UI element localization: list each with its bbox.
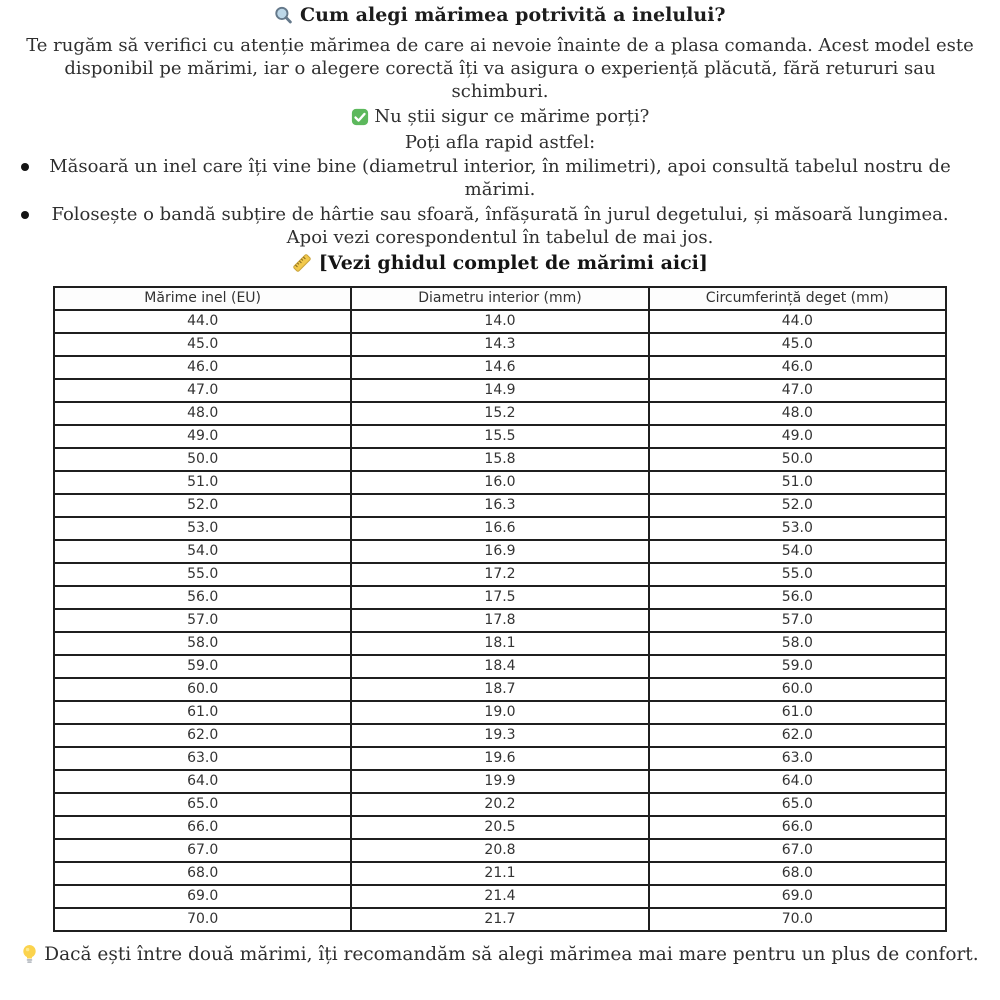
table-row: [54, 494, 946, 517]
table-cell: 45.0: [54, 333, 351, 356]
table-cell: 17.2: [351, 563, 648, 586]
ruler-icon: [292, 253, 312, 279]
table-header-cell: Circumferință deget (mm): [649, 287, 946, 310]
table-cell: 53.0: [649, 517, 946, 540]
table-cell: 59.0: [54, 655, 351, 678]
table-cell: 19.3: [351, 724, 648, 747]
table-row: [54, 448, 946, 471]
table-cell: 61.0: [54, 701, 351, 724]
size-guide-link[interactable]: [Vezi ghidul complet de mărimi aici]: [318, 252, 708, 274]
table-cell: 16.3: [351, 494, 648, 517]
table-row: [54, 816, 946, 839]
table-cell: 53.0: [54, 517, 351, 540]
table-cell: 16.0: [351, 471, 648, 494]
table-cell: 65.0: [54, 793, 351, 816]
table-cell: 69.0: [54, 885, 351, 908]
table-row: [54, 471, 946, 494]
table-row: [54, 310, 946, 333]
light-bulb-icon: [21, 944, 38, 971]
table-cell: 19.6: [351, 747, 648, 770]
table-cell: 52.0: [649, 494, 946, 517]
table-row: [54, 724, 946, 747]
table-header-row: [54, 287, 946, 310]
table-cell: 21.7: [351, 908, 648, 931]
table-row: [54, 425, 946, 448]
table-cell: 15.2: [351, 402, 648, 425]
footer-note: [10, 942, 990, 971]
table-cell: 21.4: [351, 885, 648, 908]
page-title: [0, 4, 1000, 31]
table-cell: 57.0: [54, 609, 351, 632]
footer-note-text: Dacă ești între două mărimi, îți recomandăm să alegi mărimea mai mare pentru un plus de confort.: [44, 944, 979, 965]
table-cell: 56.0: [54, 586, 351, 609]
table-header-cell: Mărime inel (EU): [54, 287, 351, 310]
table-cell: 62.0: [54, 724, 351, 747]
table-cell: 63.0: [649, 747, 946, 770]
table-cell: 20.8: [351, 839, 648, 862]
table-cell: 51.0: [54, 471, 351, 494]
table-cell: 19.9: [351, 770, 648, 793]
bullet-dot: [21, 211, 29, 219]
table-cell: 14.9: [351, 379, 648, 402]
table-cell: 51.0: [649, 471, 946, 494]
size-question-text: Nu știi sigur ce mărime porți?: [374, 106, 650, 127]
table-row: [54, 609, 946, 632]
table-cell: 19.0: [351, 701, 648, 724]
table-cell: 64.0: [649, 770, 946, 793]
table-cell: 60.0: [649, 678, 946, 701]
table-cell: 44.0: [649, 310, 946, 333]
table-cell: 48.0: [54, 402, 351, 425]
table-cell: 56.0: [649, 586, 946, 609]
table-cell: 65.0: [649, 793, 946, 816]
table-row: [54, 747, 946, 770]
table-cell: 18.7: [351, 678, 648, 701]
list-item-text: Folosește o bandă subțire de hârtie sau sfoară, înfășurată în jurul degetului, și măsoară lungimea. Apoi vezi corespondentul în tabelul de mai jos.: [51, 204, 949, 248]
table-cell: 55.0: [649, 563, 946, 586]
table-cell: 16.6: [351, 517, 648, 540]
size-table-head: [54, 287, 946, 310]
check-mark-icon: [351, 108, 369, 132]
table-cell: 49.0: [649, 425, 946, 448]
list-item-text: Măsoară un inel care îți vine bine (diametrul interior, în milimetri), apoi consultă tabelul nostru de mărimi.: [49, 156, 951, 200]
table-row: [54, 632, 946, 655]
table-row: [54, 540, 946, 563]
table-row: [54, 862, 946, 885]
table-row: [54, 517, 946, 540]
table-cell: 57.0: [649, 609, 946, 632]
table-cell: 14.6: [351, 356, 648, 379]
table-cell: 55.0: [54, 563, 351, 586]
table-cell: 68.0: [649, 862, 946, 885]
table-cell: 46.0: [649, 356, 946, 379]
size-guide-link-line: [0, 251, 1000, 279]
table-row: [54, 563, 946, 586]
table-cell: 14.0: [351, 310, 648, 333]
table-cell: 15.5: [351, 425, 648, 448]
table-cell: 64.0: [54, 770, 351, 793]
list-item: [0, 154, 1000, 202]
intro-paragraph: Te rugăm să verifici cu atenție mărimea de care ai nevoie înainte de a plasa comanda. Acest model este disponibil pe mărimi, iar o alegere corectă îți va asigura o experiență plăcută, fără retururi sau schimburi.: [26, 35, 974, 102]
table-row: [54, 885, 946, 908]
table-cell: 63.0: [54, 747, 351, 770]
table-cell: 15.8: [351, 448, 648, 471]
table-cell: 17.5: [351, 586, 648, 609]
table-row: [54, 770, 946, 793]
table-cell: 21.1: [351, 862, 648, 885]
table-cell: 14.3: [351, 333, 648, 356]
table-cell: 70.0: [649, 908, 946, 931]
table-header-cell: Diametru interior (mm): [351, 287, 648, 310]
table-row: [54, 402, 946, 425]
table-cell: 69.0: [649, 885, 946, 908]
table-cell: 20.5: [351, 816, 648, 839]
table-row: [54, 655, 946, 678]
table-cell: 18.1: [351, 632, 648, 655]
table-cell: 44.0: [54, 310, 351, 333]
table-cell: 60.0: [54, 678, 351, 701]
table-cell: 66.0: [54, 816, 351, 839]
table-cell: 52.0: [54, 494, 351, 517]
table-row: [54, 701, 946, 724]
table-cell: 46.0: [54, 356, 351, 379]
table-row: [54, 586, 946, 609]
table-row: [54, 379, 946, 402]
table-cell: 61.0: [649, 701, 946, 724]
table-cell: 48.0: [649, 402, 946, 425]
table-cell: 58.0: [54, 632, 351, 655]
size-question-line: [0, 105, 1000, 132]
table-cell: 50.0: [54, 448, 351, 471]
table-cell: 17.8: [351, 609, 648, 632]
table-cell: 68.0: [54, 862, 351, 885]
table-row: [54, 839, 946, 862]
measuring-tips-list: [0, 154, 1000, 250]
page-title-text: Cum alegi mărimea potrivită a inelului?: [300, 4, 726, 26]
table-cell: 59.0: [649, 655, 946, 678]
table-cell: 70.0: [54, 908, 351, 931]
table-cell: 67.0: [54, 839, 351, 862]
table-cell: 67.0: [649, 839, 946, 862]
table-cell: 54.0: [54, 540, 351, 563]
table-cell: 58.0: [649, 632, 946, 655]
table-cell: 45.0: [649, 333, 946, 356]
table-row: [54, 333, 946, 356]
table-row: [54, 356, 946, 379]
table-cell: 16.9: [351, 540, 648, 563]
list-item: [0, 202, 1000, 250]
table-row: [54, 678, 946, 701]
table-cell: 18.4: [351, 655, 648, 678]
table-cell: 62.0: [649, 724, 946, 747]
table-cell: 54.0: [649, 540, 946, 563]
magnifying-glass-icon: [274, 6, 293, 31]
size-table: [53, 286, 947, 932]
table-cell: 50.0: [649, 448, 946, 471]
bullet-dot: [21, 163, 29, 171]
table-cell: 49.0: [54, 425, 351, 448]
table-cell: 47.0: [649, 379, 946, 402]
quick-steps-heading: Poți afla rapid astfel:: [404, 132, 596, 153]
table-cell: 47.0: [54, 379, 351, 402]
table-row: [54, 908, 946, 931]
table-cell: 66.0: [649, 816, 946, 839]
table-row: [54, 793, 946, 816]
size-table-body: [54, 310, 946, 931]
table-cell: 20.2: [351, 793, 648, 816]
